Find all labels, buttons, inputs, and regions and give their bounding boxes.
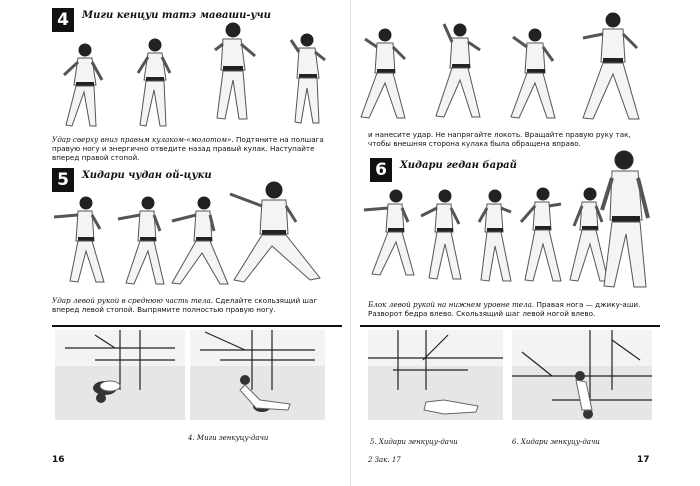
- section-title-4: Миги кенцуи татэ маваши-учи: [82, 10, 271, 21]
- section-title-5: Хидари чудан ой-цуки: [82, 170, 212, 181]
- caption-s6-italic: Блок левой рукой на нижнем уровне тела.: [368, 300, 535, 309]
- floor-diagram-4: [512, 330, 652, 420]
- section-number-5: 5: [52, 168, 74, 192]
- page-number-left: 16: [52, 455, 65, 465]
- page-gutter: [350, 0, 351, 486]
- photo-caption-6: 6. Хидари зенкуцу-дачи: [512, 438, 600, 446]
- section-number-6: 6: [370, 158, 392, 182]
- caption-s4-left-italic: Удар сверху вниз правым кулаком-«молотом».: [52, 135, 234, 144]
- photo-caption-5: 5. Хидари зенкуцу-дачи: [370, 438, 458, 446]
- page-number-right: 17: [637, 455, 650, 465]
- floor-diagram-2: [190, 330, 325, 420]
- caption-s4-left: [52, 135, 342, 163]
- caption-s6: [368, 300, 658, 318]
- caption-s4-left-text: Подтяните на полшага правую ногу и энергично отведите назад правый кулак. Наступайте вперед правой стопой.: [52, 135, 324, 163]
- technique-figures-s4-right: [352, 10, 662, 125]
- caption-s6-text: Правая нога — джику-аши. Разворот бедра влево. Скользящий шаг левой ногой влево.: [368, 300, 641, 319]
- floor-diagram-3: [368, 330, 503, 420]
- divider-rule-left: [52, 325, 342, 327]
- photo-floor-view-2: [190, 330, 325, 420]
- photo-caption-4: 4. Миги зенкуцу-дачи: [188, 434, 269, 442]
- floor-diagram-1: [55, 330, 185, 420]
- divider-rule-right: [360, 325, 660, 327]
- caption-s5-text: Сделайте скользящий шаг вперед левой стопой. Выпрямите полностью правую ногу.: [52, 296, 318, 315]
- caption-s4-right: и нанесите удар. Не напрягайте локоть. Вращайте правую руку так, чтобы внешняя сторона кулака была обращена вправо.: [368, 130, 631, 149]
- section-number-4: 4: [52, 8, 74, 32]
- caption-s5: [52, 296, 342, 314]
- technique-figures-s6: [355, 150, 660, 295]
- section-title-6: Хидари гедан барай: [400, 160, 517, 171]
- printer-footer: 2 Зак. 17: [368, 456, 401, 464]
- photo-floor-view-1: [55, 330, 185, 420]
- technique-figures-s5: [50, 180, 345, 290]
- technique-figures-s4-left: [50, 20, 345, 132]
- photo-floor-view-4: [512, 330, 652, 420]
- caption-s5-italic: Удар левой рукой в среднюю часть тела.: [52, 296, 214, 305]
- photo-floor-view-3: [368, 330, 503, 420]
